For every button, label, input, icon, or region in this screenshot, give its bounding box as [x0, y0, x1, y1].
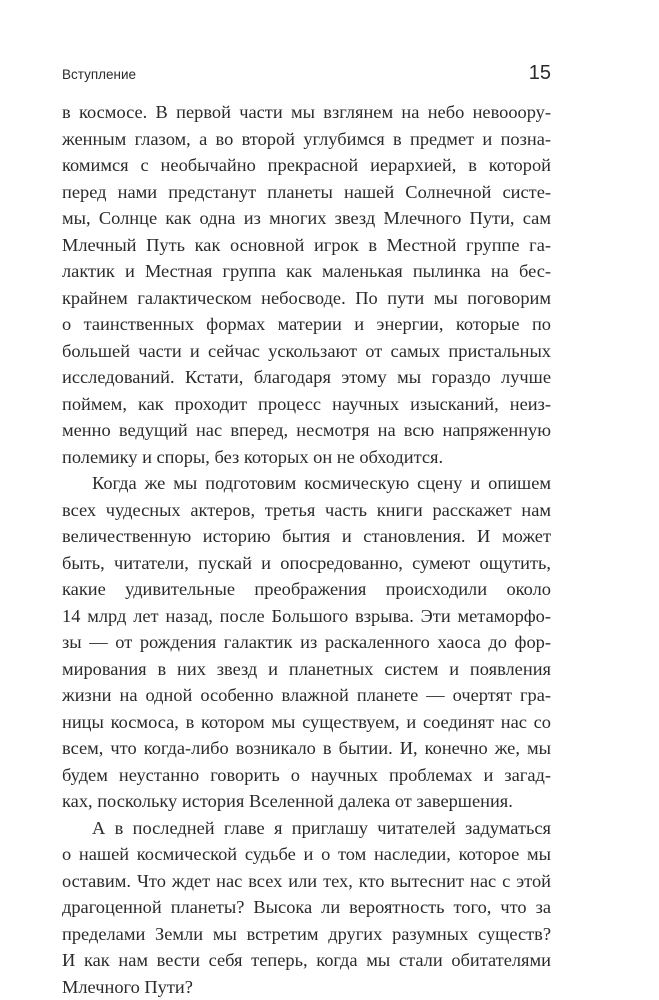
- text-line: всех чудесных актеров, третья часть книги расскажет нам: [62, 499, 551, 520]
- text-line: комимся с необычайно прекрасной иерархией, в которой: [62, 155, 551, 175]
- text-line: Млечный Путь как основной игрок в Местной группе га-: [62, 234, 551, 255]
- paragraph: [62, 470, 551, 815]
- text-line: лактик и Местная группа как маленькая пылинка на бес-: [62, 261, 551, 281]
- text-line: И как нам вести себя теперь, когда мы стали обитателями: [62, 950, 551, 970]
- text-line: пределами Земли мы встретим других разумных существ?: [62, 923, 551, 944]
- text-line: величественную историю бытия и становления. И может: [62, 526, 551, 546]
- text-line: мирования в них звезд и планетных систем и появления: [62, 658, 551, 679]
- text-line: перед нами предстанут планеты нашей Солнечной систе-: [62, 181, 551, 202]
- text-line: полемику и споры, без которых он не обходится.: [62, 446, 444, 467]
- text-line: быть, читатели, пускай и опосредованно, сумеют ощутить,: [62, 552, 551, 573]
- page-number: 15: [528, 62, 551, 84]
- paragraph: [62, 99, 551, 470]
- text-line: ках, поскольку история Вселенной далека от завершения.: [62, 791, 513, 811]
- text-line: ницы космоса, в котором мы существуем, и соединят нас со: [62, 711, 551, 732]
- text-line: крайнем галактическом небосводе. По пути мы поговорим: [62, 287, 551, 308]
- text-line: мы, Солнце как одна из многих звезд Млечного Пути, сам: [62, 208, 551, 228]
- text-line: оставим. Что ждет нас всех или тех, кто вытеснит нас с этой: [62, 870, 551, 891]
- text-line: о нашей космической судьбе и о том наследии, которое мы: [62, 844, 551, 864]
- section-title: Вступление: [62, 67, 137, 82]
- text-line: менно ведущий нас вперед, несмотря на всю напряженную: [62, 420, 551, 440]
- text-line: Когда же мы подготовим космическую сцену и опишем: [92, 473, 551, 493]
- text-line: драгоценной планеты? Высока ли вероятность того, что за: [62, 897, 551, 917]
- text-line: жизни на одной особенно влажной планете — очертят гра-: [62, 685, 551, 705]
- paragraph: [62, 815, 551, 1000]
- text-line: в космосе. В первой части мы взглянем на небо невооору-: [62, 102, 551, 122]
- text-line: Млечного Пути?: [62, 976, 193, 997]
- text-line: будем неустанно говорить о научных проблемах и загад-: [62, 764, 551, 785]
- text-line: всем, что когда-либо возникало в бытии. И, конечно же, мы: [62, 738, 551, 758]
- text-line: А в последней главе я приглашу читателей задуматься: [92, 817, 551, 838]
- text-line: 14 млрд лет назад, после Большого взрыва. Эти метаморфо-: [62, 605, 551, 626]
- text-line: женным глазом, а во второй углубимся в предмет и позна-: [62, 128, 551, 149]
- text-line: зы — от рождения галактик из раскаленного хаоса до фор-: [62, 632, 551, 652]
- body-text: [62, 99, 551, 1000]
- running-header: [62, 62, 551, 90]
- text-line: какие удивительные преображения происходили около: [62, 579, 551, 599]
- text-line: о таинственных формах материи и энергии, которые по: [62, 314, 551, 334]
- text-line: поймем, как проходит процесс научных изысканий, неиз-: [62, 393, 551, 414]
- text-line: исследований. Кстати, благодаря этому мы гораздо лучше: [62, 367, 551, 387]
- text-line: большей части и сейчас ускользают от самых пристальных: [62, 340, 551, 361]
